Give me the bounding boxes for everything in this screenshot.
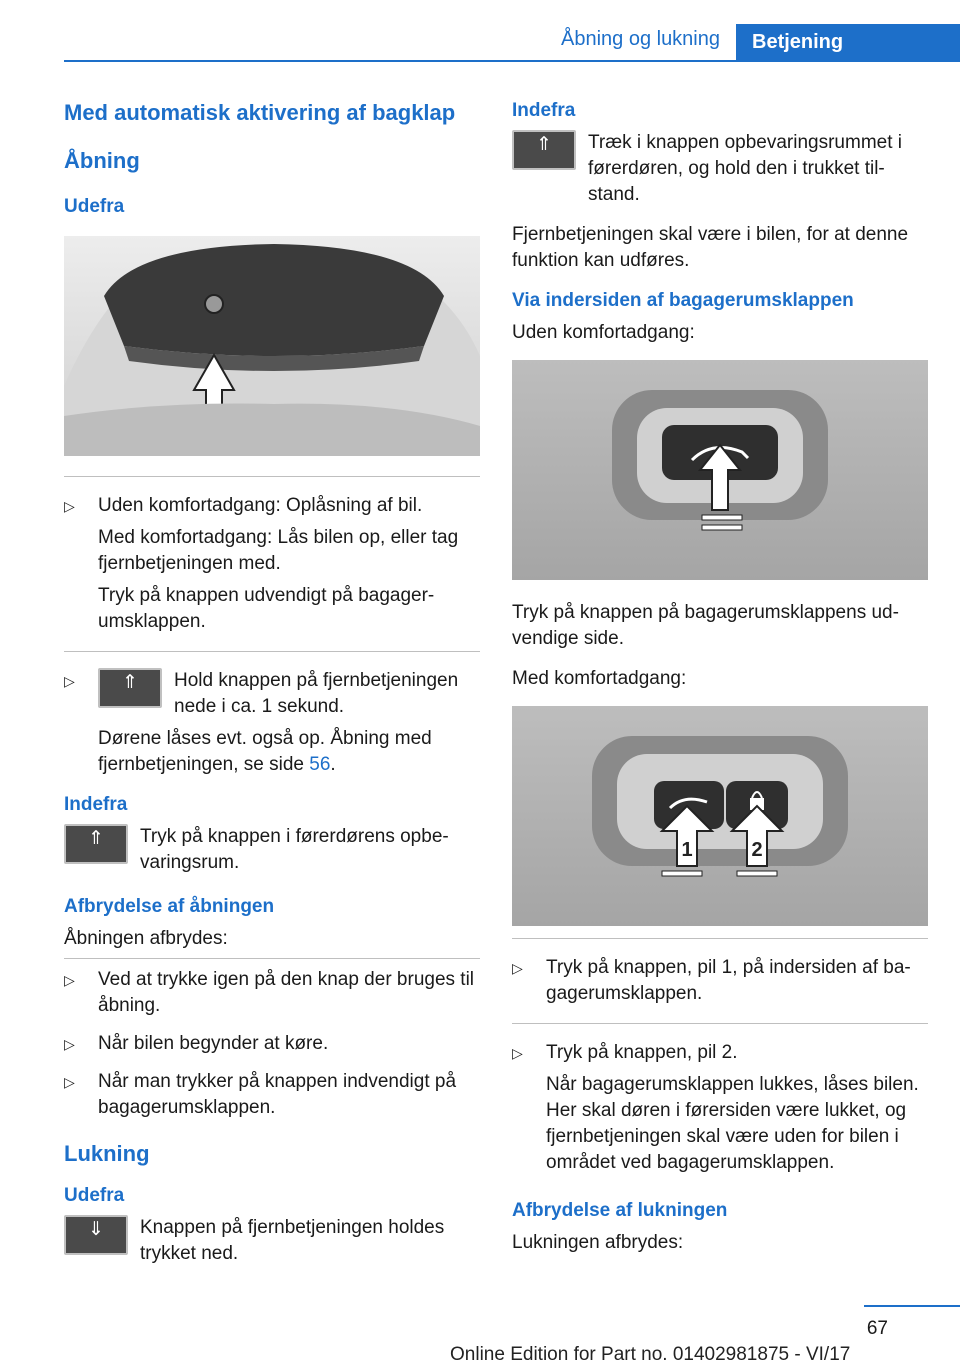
tailgate-button-icon: ⇑ xyxy=(512,130,576,170)
page-header xyxy=(0,0,960,62)
header-rule xyxy=(64,60,736,62)
divider xyxy=(64,958,480,959)
heading-close: Lukning xyxy=(64,1141,150,1166)
interrupt-close-intro: Lukningen afbrydes: xyxy=(512,1232,684,1253)
heading-interrupt-close: Afbrydelse af lukningen xyxy=(512,1200,728,1221)
opening-steps-remote xyxy=(64,668,480,778)
page-link[interactable]: 56 xyxy=(309,754,331,775)
with-comfort-label: Med komfortadgang: xyxy=(512,668,687,689)
divider xyxy=(512,1023,928,1024)
list-item: ▷ Ved at trykke igen på den knap der bruges til åbning. xyxy=(64,967,480,1019)
heading-outside: Udefra xyxy=(64,196,125,217)
divider xyxy=(512,938,928,939)
interrupt-list xyxy=(64,967,480,1121)
arrow-label-1: 1 xyxy=(681,839,693,861)
list-item: ▷ Når man trykker på knappen indvendigt på bagagerumsklappen. xyxy=(64,1069,480,1121)
footer-rule xyxy=(864,1305,960,1307)
list-item: ▷ ⇑ Hold knappen på fjernbetjeningen nede i ca. 1 sekund. Dørene låses evt. også op. Åbning med fjernbetjeningen, se side 56. xyxy=(64,668,480,778)
press-outside-text: Tryk på knappen på bagagerumsklappens udvendige side. xyxy=(512,602,899,649)
opening-steps xyxy=(64,493,480,635)
right-column xyxy=(512,100,928,1270)
remote-note: Fjernbetjeningen skal være i bilen, for at denne funktion kan udføres. xyxy=(512,224,909,271)
arrow-label-2: 2 xyxy=(751,839,763,861)
edition-footer: Online Edition for Part no. 01402981875 - VI/17 xyxy=(450,1344,851,1365)
heading-interrupt-open: Afbrydelse af åbningen xyxy=(64,896,275,917)
header-section: Åbning og lukning xyxy=(560,28,720,50)
divider xyxy=(64,476,480,477)
page-number: 67 xyxy=(866,1318,888,1339)
divider xyxy=(64,651,480,652)
list-item: ▷ Tryk på knappen, pil 2. Når bagagerumsklappen lukkes, låses bilen. Her skal døren i førersiden være lukket, og fjernbetjeningen skal være uden for bilen i området ved bagagerumsklappen. xyxy=(512,1040,928,1176)
tailgate-button-icon: ⇑ xyxy=(64,824,128,864)
comfort-steps xyxy=(512,955,928,1007)
list-item: ▷ Uden komfortadgang: Oplåsning af bil. Med komfortadgang: Lås bilen op, eller tag fjernbetjeningen med. Tryk på knappen udvendigt på bagagerumsklappen. xyxy=(64,493,480,635)
heading-via: Via indersiden af bagagerumsklappen xyxy=(512,290,854,311)
heading-open: Åbning xyxy=(64,148,140,173)
inside-instruction: ⇑ Tryk på knappen i førerdørens opbevaringsrum. xyxy=(64,824,480,876)
left-column xyxy=(64,100,480,1281)
heading-inside-right: Indefra xyxy=(512,100,576,121)
section-title: Med automatisk aktivering af bagklap xyxy=(64,100,456,125)
inside-instruction-right: ⇑ Træk i knappen opbevaringsrummet i førerdøren, og hold den i trukket tilstand. xyxy=(512,130,928,208)
list-item: ▷ Tryk på knappen, pil 1, på indersiden af bagagerumsklappen. xyxy=(512,955,928,1007)
comfort-steps-2 xyxy=(512,1040,928,1176)
heading-inside: Indefra xyxy=(64,794,128,815)
tailgate-button-figure xyxy=(512,360,928,580)
comfort-buttons-figure xyxy=(512,706,928,926)
heading-close-outside: Udefra xyxy=(64,1185,125,1206)
no-comfort-label: Uden komfortadgang: xyxy=(512,322,695,343)
tailgate-button-icon: ▷ ⇑ xyxy=(98,668,162,708)
tailgate-button-icon: ⇓ xyxy=(64,1215,128,1255)
tailgate-photo xyxy=(64,236,480,456)
list-item: ▷ Når bilen begynder at køre. xyxy=(64,1031,480,1057)
close-instruction: ⇓ Knappen på fjernbetjeningen holdes trykket ned. xyxy=(64,1215,480,1267)
interrupt-intro: Åbningen afbrydes: xyxy=(64,928,228,949)
header-chapter: Betjening xyxy=(736,24,960,62)
